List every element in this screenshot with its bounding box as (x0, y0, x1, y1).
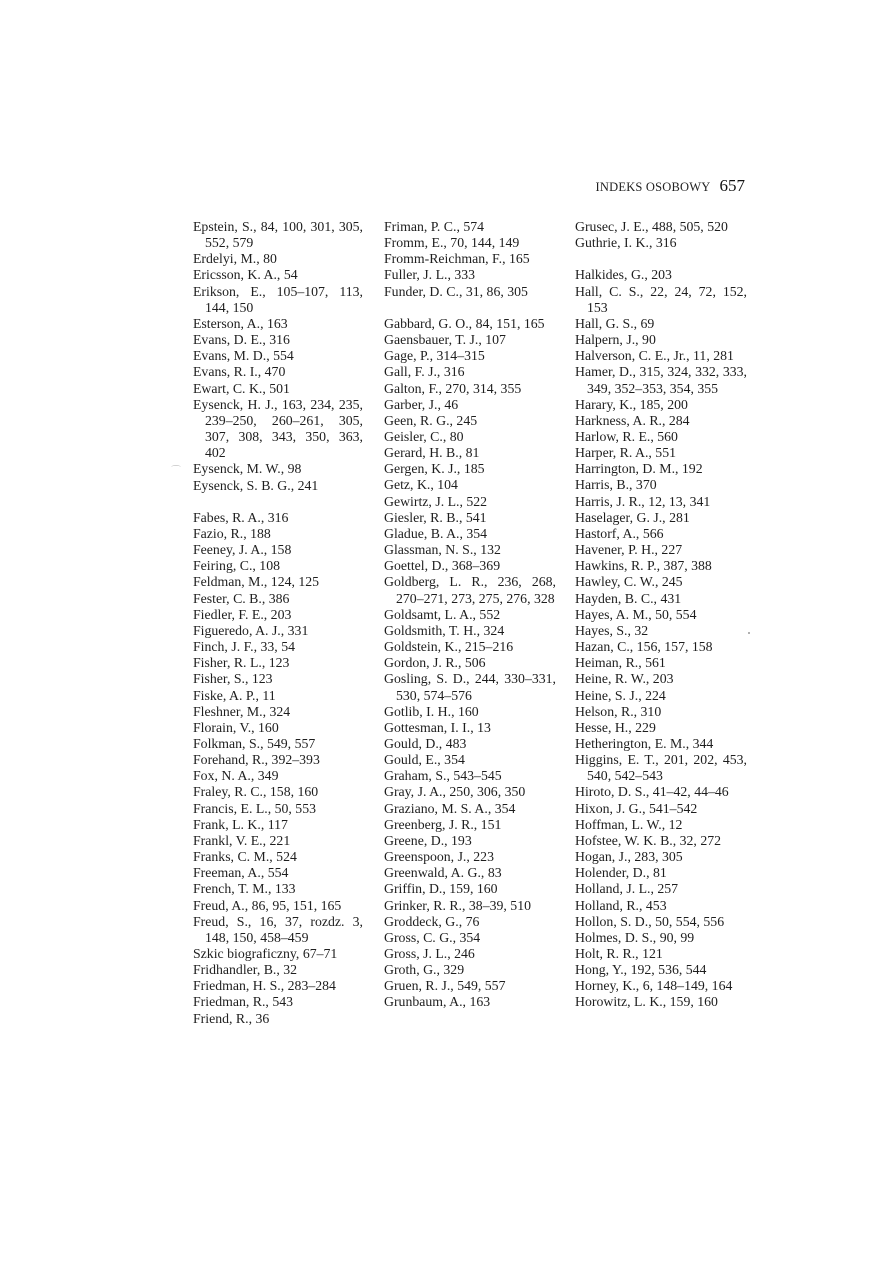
index-entry: Feeney, J. A., 158 (193, 542, 292, 558)
index-entry: Fraley, R. C., 158, 160 (193, 784, 319, 800)
index-entry: Hofstee, W. K. B., 32, 272 (575, 832, 722, 848)
index-entry: Forehand, R., 392–393 (193, 752, 320, 768)
index-entry: Holmes, D. S., 90, 99 (575, 929, 695, 945)
index-entry: Geisler, C., 80 (384, 429, 464, 445)
letter-group-gap (575, 251, 747, 267)
index-entry: Gergen, K. J., 185 (384, 461, 485, 477)
index-entry: Gross, J. L., 246 (384, 946, 475, 962)
index-entry: Folkman, S., 549, 557 (193, 735, 316, 751)
index-entry: Hetherington, E. M., 344 (575, 735, 714, 751)
index-entry: Harris, J. R., 12, 13, 341 (575, 493, 711, 509)
index-entry: French, T. M., 133 (193, 881, 296, 897)
index-entry: Frankl, V. E., 221 (193, 832, 291, 848)
index-entry: Florain, V., 160 (193, 719, 279, 735)
index-entry: Figueredo, A. J., 331 (193, 622, 309, 638)
index-entry: Feiring, C., 108 (193, 558, 280, 574)
index-entry: Greenwald, A. G., 83 (384, 865, 502, 881)
index-entry: Heiman, R., 561 (575, 655, 666, 671)
index-entry: Horney, K., 6, 148–149, 164 (575, 978, 733, 994)
index-entry: Grusec, J. E., 488, 505, 520 (575, 219, 728, 234)
index-entry: Erdelyi, M., 80 (193, 251, 277, 267)
index-entry: Eysenck, M. W., 98 (193, 461, 302, 477)
index-entry: Getz, K., 104 (384, 477, 458, 493)
index-entry: Galton, F., 270, 314, 355 (384, 380, 522, 396)
page-header (596, 176, 745, 196)
index-entry: Fuller, J. L., 333 (384, 267, 476, 283)
index-entry: Fisher, R. L., 123 (193, 655, 290, 671)
index-entry: Friedman, R., 543 (193, 994, 294, 1010)
index-entry: Friedman, H. S., 283–284 (193, 978, 336, 994)
index-entry: Fromm-Reichman, F., 165 (384, 251, 530, 267)
index-entry: Hoffman, L. W., 12 (575, 816, 683, 832)
index-entry: Szkic biograficzny, 67–71 (193, 946, 338, 962)
index-entry: Griffin, D., 159, 160 (384, 881, 498, 897)
index-entry: Grinker, R. R., 38–39, 510 (384, 897, 531, 913)
index-entry: Fridhandler, B., 32 (193, 962, 298, 978)
index-entry: Goldberg, L. R., 236, 268, 270–271, 273, 275, 276, 328 (384, 574, 556, 606)
index-entry: Freud, S., 16, 37, rozdz. 3, 148, 150, 458–459 (193, 913, 363, 945)
index-entry: Heine, R. W., 203 (575, 671, 674, 687)
index-entry: Gewirtz, J. L., 522 (384, 493, 488, 509)
index-entry: Harrington, D. M., 192 (575, 461, 703, 477)
index-entry: Halpern, J., 90 (575, 332, 656, 348)
index-entry: Gladue, B. A., 354 (384, 525, 488, 541)
index-entry: Holland, R., 453 (575, 897, 667, 913)
index-entry: Goldsmith, T. H., 324 (384, 622, 505, 638)
index-entry: Gruen, R. J., 549, 557 (384, 978, 506, 994)
index-entry: Evans, M. D., 554 (193, 348, 294, 364)
index-entry: Gotlib, I. H., 160 (384, 703, 479, 719)
index-entry: Ewart, C. K., 501 (193, 380, 290, 396)
index-entry: Fester, C. B., 386 (193, 590, 290, 606)
index-entry: Gross, C. G., 354 (384, 929, 481, 945)
running-head: INDEKS OSOBOWY (595, 180, 711, 194)
index-entry: Hall, C. S., 22, 24, 72, 152, 153 (575, 283, 747, 315)
index-entry: Havener, P. H., 227 (575, 542, 683, 558)
index-entry: Halkides, G., 203 (575, 267, 672, 283)
index-entry: Harris, B., 370 (575, 477, 657, 493)
index-entry: Fiske, A. P., 11 (193, 687, 276, 703)
index-entry: Glassman, N. S., 132 (384, 542, 501, 558)
index-entry: Friman, P. C., 574 (384, 219, 485, 234)
index-entry: Esterson, A., 163 (193, 315, 288, 331)
index-entry: Giesler, R. B., 541 (384, 509, 487, 525)
index-entry: Fiedler, F. E., 203 (193, 606, 292, 622)
index-entry: Haselager, G. J., 281 (575, 509, 690, 525)
index-entry: Goldstein, K., 215–216 (384, 639, 514, 655)
page-number: 657 (719, 176, 745, 195)
letter-group-gap (384, 300, 556, 316)
scan-speck (748, 632, 750, 634)
index-entry: Eysenck, H. J., 163, 234, 235, 239–250, 260–261, 305, 307, 308, 343, 350, 363, 402 (193, 396, 363, 461)
index-entry: Gabbard, G. O., 84, 151, 165 (384, 315, 545, 331)
index-entry: Hamer, D., 315, 324, 332, 333, 349, 352–353, 354, 355 (575, 364, 747, 396)
index-entry: Groddeck, G., 76 (384, 913, 480, 929)
index-entry: Holland, J. L., 257 (575, 881, 679, 897)
index-entry: Gould, E., 354 (384, 752, 465, 768)
index-entry: Greene, D., 193 (384, 832, 472, 848)
index-entry: Hastorf, A., 566 (575, 525, 664, 541)
index-entry: Goettel, D., 368–369 (384, 558, 501, 574)
index-entry: Gray, J. A., 250, 306, 350 (384, 784, 526, 800)
letter-group-gap (193, 494, 363, 510)
index-entry: Horowitz, L. K., 159, 160 (575, 994, 718, 1010)
index-entry: Funder, D. C., 31, 86, 305 (384, 283, 528, 299)
index-entry: Hazan, C., 156, 157, 158 (575, 639, 713, 655)
index-entry: Grunbaum, A., 163 (384, 994, 491, 1010)
index-column-1 (193, 219, 363, 1027)
index-entry: Gordon, J. R., 506 (384, 655, 486, 671)
index-entry: Hesse, H., 229 (575, 719, 656, 735)
index-entry: Garber, J., 46 (384, 396, 459, 412)
index-entry: Graham, S., 543–545 (384, 768, 502, 784)
index-entry: Fazio, R., 188 (193, 525, 271, 541)
index-entry: Fox, N. A., 349 (193, 768, 279, 784)
index-entry: Holender, D., 81 (575, 865, 667, 881)
index-entry: Gosling, S. D., 244, 330–331, 530, 574–576 (384, 671, 556, 703)
index-entry: Finch, J. F., 33, 54 (193, 639, 296, 655)
index-entry: Heine, S. J., 224 (575, 687, 666, 703)
index-entry: Greenspoon, J., 223 (384, 849, 494, 865)
index-entry: Helson, R., 310 (575, 703, 662, 719)
index-entry: Fleshner, M., 324 (193, 703, 291, 719)
index-entry: Guthrie, I. K., 316 (575, 235, 677, 251)
index-entry: Freud, A., 86, 95, 151, 165 (193, 897, 342, 913)
index-entry: Goldsamt, L. A., 552 (384, 606, 501, 622)
index-entry: Gall, F. J., 316 (384, 364, 465, 380)
index-entry: Halverson, C. E., Jr., 11, 281 (575, 348, 734, 364)
index-entry: Franks, C. M., 524 (193, 849, 297, 865)
index-entry: Fromm, E., 70, 144, 149 (384, 235, 520, 251)
index-entry: Higgins, E. T., 201, 202, 453, 540, 542–543 (575, 752, 747, 784)
index-entry: Harary, K., 185, 200 (575, 396, 688, 412)
index-entry: Harlow, R. E., 560 (575, 429, 678, 445)
index-entry: Hawley, C. W., 245 (575, 574, 683, 590)
index-entry: Hayes, S., 32 (575, 622, 649, 638)
index-entry: Francis, E. L., 50, 553 (193, 800, 317, 816)
index-entry: Hall, G. S., 69 (575, 315, 655, 331)
index-entry: Feldman, M., 124, 125 (193, 574, 320, 590)
index-entry: Hiroto, D. S., 41–42, 44–46 (575, 784, 729, 800)
index-entry: Holt, R. R., 121 (575, 946, 663, 962)
index-entry: Hawkins, R. P., 387, 388 (575, 558, 712, 574)
index-entry: Epstein, S., 84, 100, 301, 305, 552, 579 (193, 219, 363, 251)
index-entry: Friend, R., 36 (193, 1010, 270, 1026)
index-entry: Gage, P., 314–315 (384, 348, 485, 364)
index-entry: Eysenck, S. B. G., 241 (193, 477, 319, 493)
index-entry: Harper, R. A., 551 (575, 445, 676, 461)
index-entry: Gaensbauer, T. J., 107 (384, 332, 506, 348)
index-column-2 (384, 219, 556, 1011)
index-entry: Erikson, E., 105–107, 113, 144, 150 (193, 283, 363, 315)
index-entry: Groth, G., 329 (384, 962, 465, 978)
index-entry: Hixon, J. G., 541–542 (575, 800, 698, 816)
index-entry: Fisher, S., 123 (193, 671, 273, 687)
index-entry: Graziano, M. S. A., 354 (384, 800, 516, 816)
index-entry: Fabes, R. A., 316 (193, 509, 289, 525)
index-entry: Hayden, B. C., 431 (575, 590, 682, 606)
index-entry: Freeman, A., 554 (193, 865, 289, 881)
index-entry: Hong, Y., 192, 536, 544 (575, 962, 707, 978)
index-entry: Evans, D. E., 316 (193, 332, 290, 348)
index-entry: Geen, R. G., 245 (384, 412, 478, 428)
index-entry: Hollon, S. D., 50, 554, 556 (575, 913, 725, 929)
index-entry: Hogan, J., 283, 305 (575, 849, 683, 865)
index-entry: Evans, R. I., 470 (193, 364, 286, 380)
index-column-3 (575, 219, 747, 1011)
margin-mark: ⌒ (171, 466, 181, 477)
index-entry: Gerard, H. B., 81 (384, 445, 480, 461)
index-entry: Ericsson, K. A., 54 (193, 267, 298, 283)
index-entry: Hayes, A. M., 50, 554 (575, 606, 697, 622)
index-entry: Gould, D., 483 (384, 735, 467, 751)
index-entry: Greenberg, J. R., 151 (384, 816, 502, 832)
index-entry: Frank, L. K., 117 (193, 816, 288, 832)
index-entry: Harkness, A. R., 284 (575, 412, 690, 428)
index-entry: Gottesman, I. I., 13 (384, 719, 491, 735)
